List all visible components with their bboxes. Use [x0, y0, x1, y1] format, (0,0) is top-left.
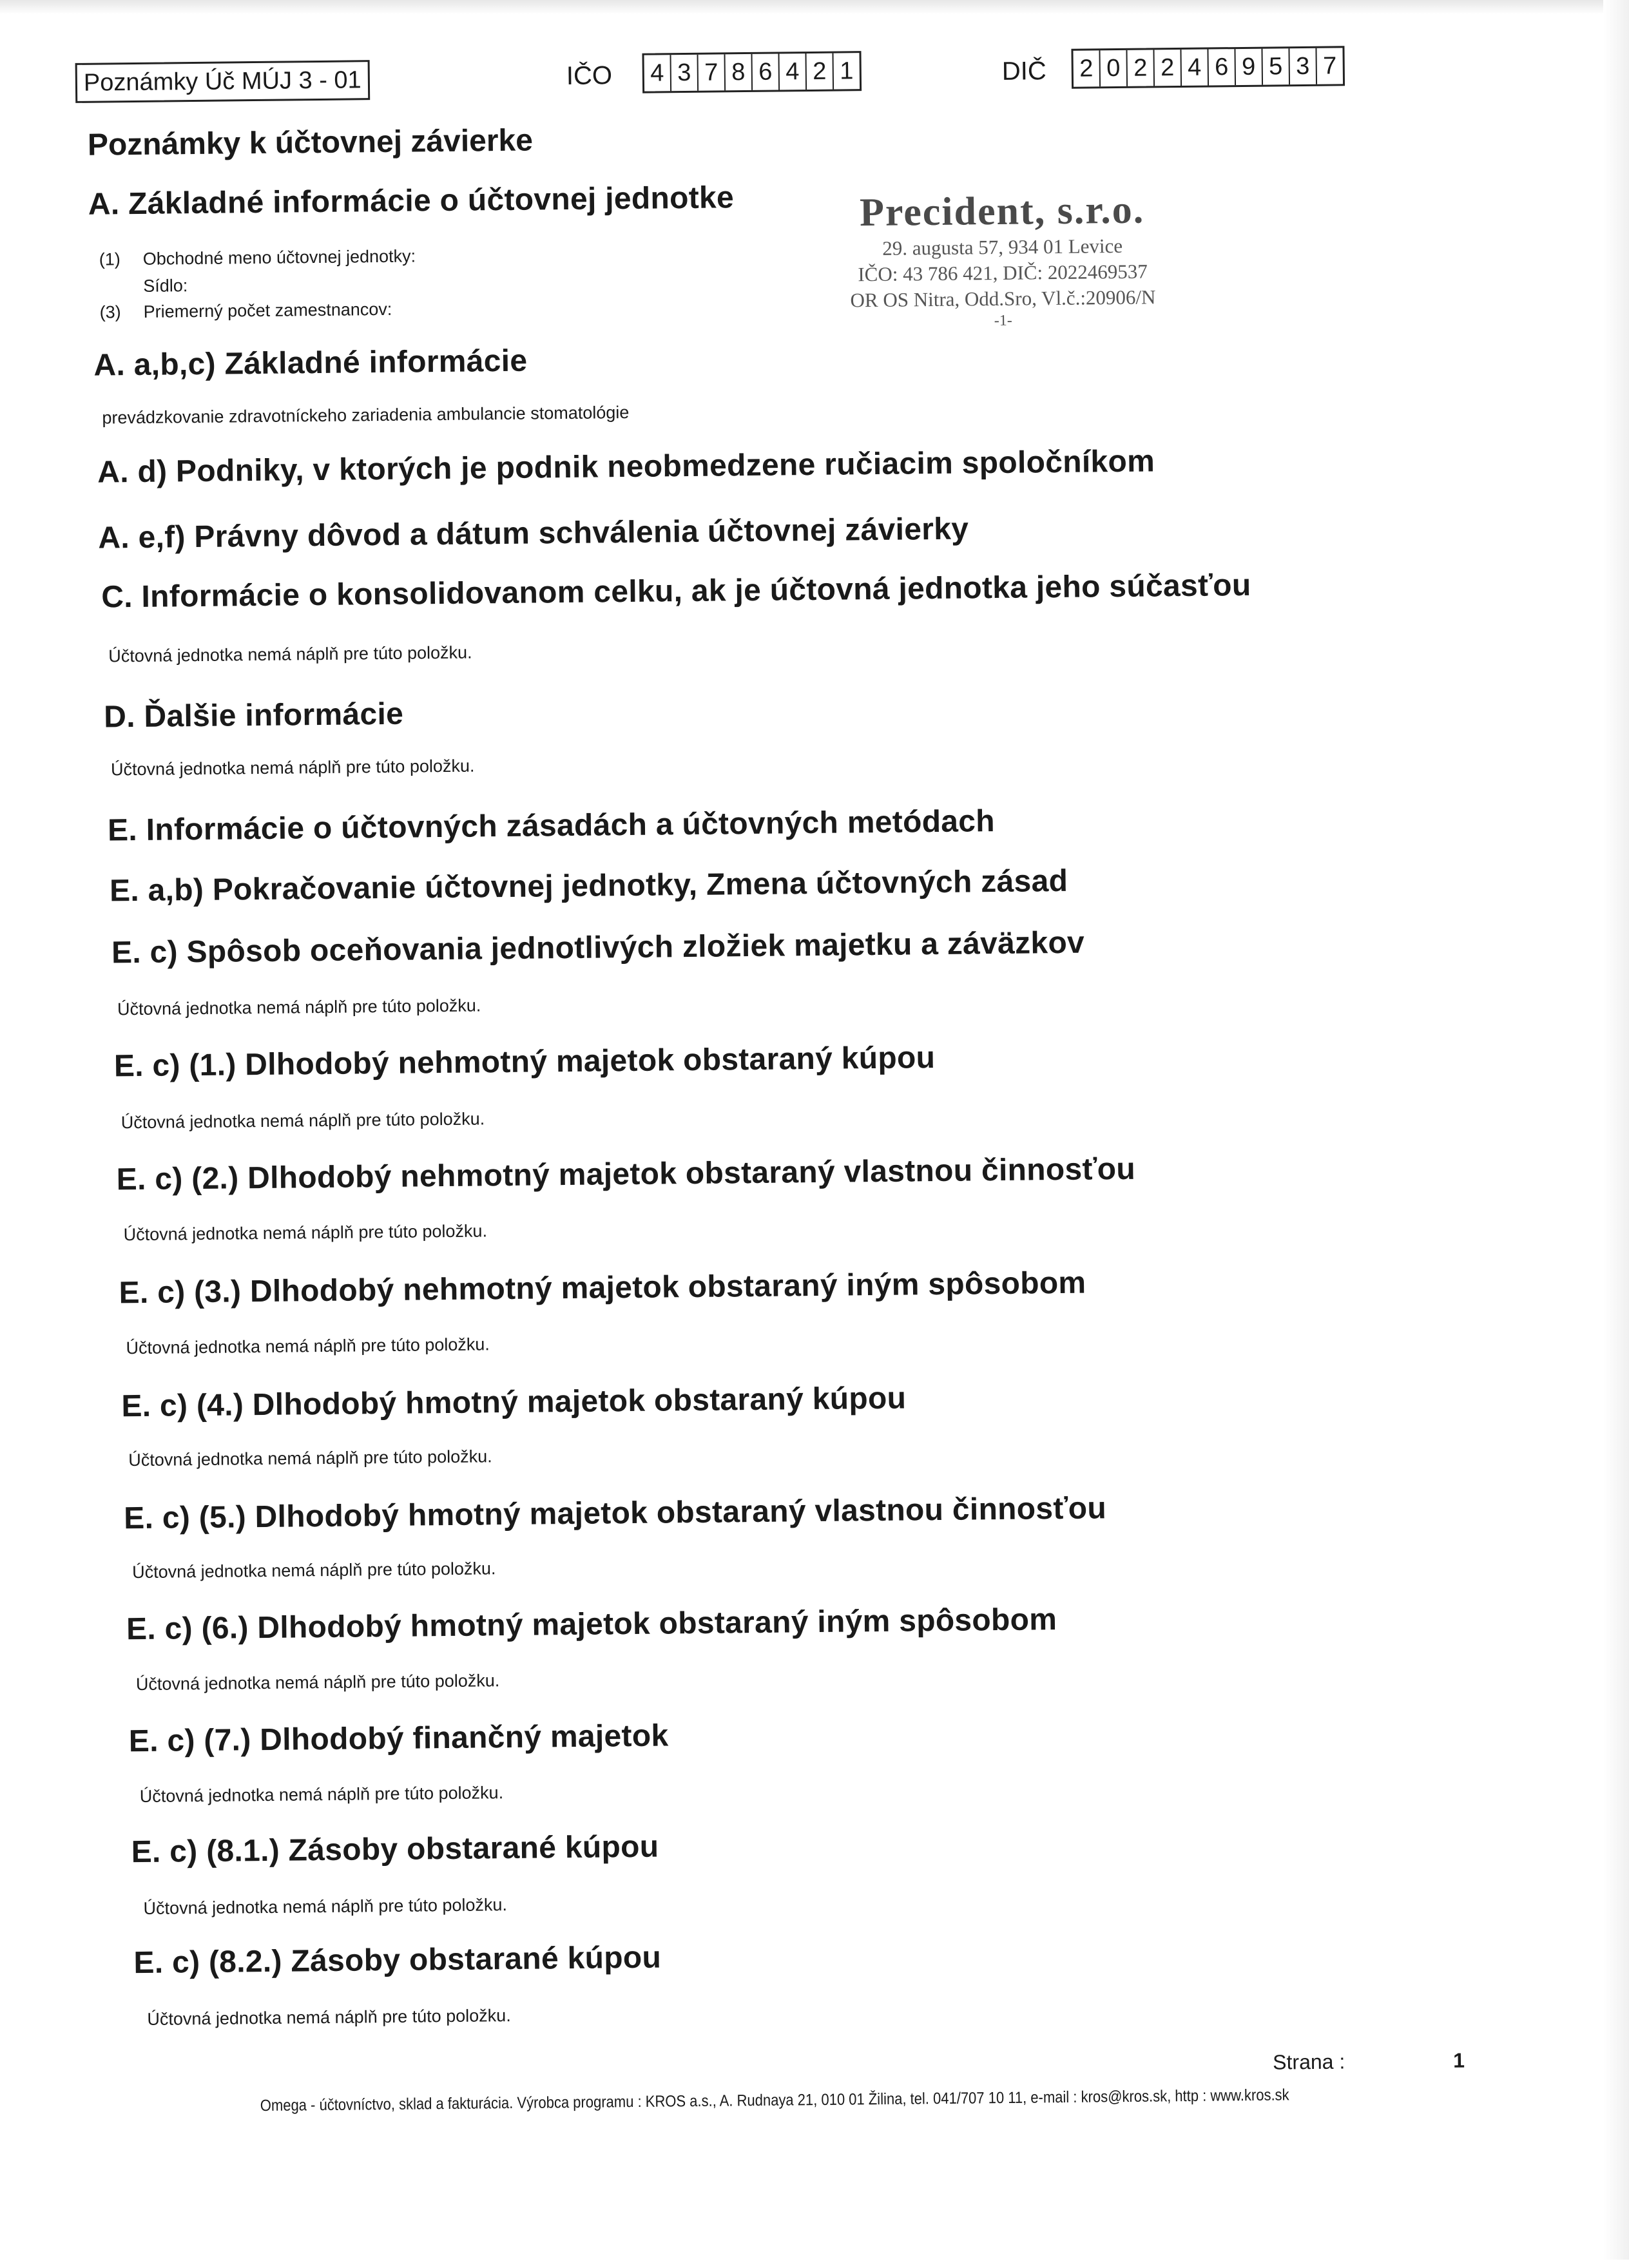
page-title: Poznámky k účtovnej závierke [87, 123, 534, 162]
line1-number: (1) [99, 249, 120, 269]
section-heading: E. c) (5.) Dlhodobý hmotný majetok obstaraný vlastnou činnosťou [123, 1491, 1107, 1536]
section-heading: A. e,f) Právny dôvod a dátum schválenia účtovnej závierky [98, 512, 969, 555]
ico-label: IČO [566, 61, 613, 90]
dic-digit: 2 [1153, 50, 1181, 86]
section-note: Účtovná jednotka nemá náplň pre túto položku. [123, 1221, 488, 1245]
dic-digit: 3 [1288, 48, 1316, 84]
section-note: Účtovná jednotka nemá náplň pre túto položku. [147, 2006, 511, 2029]
line3-label: Priemerný počet zamestnancov: [143, 299, 392, 322]
section-note: Účtovná jednotka nemá náplň pre túto položku. [131, 1559, 496, 1582]
dic-digit: 0 [1099, 50, 1126, 86]
section-heading: C. Informácie o konsolidovanom celku, ak je účtovná jednotka jeho súčasťou [101, 568, 1251, 615]
footer-producer-info: Omega - účtovníctvo, sklad a fakturácia. Výrobca programu : KROS a.s., A. Rudnaya 21, 010 01 Žilina, tel. 041/707 10 11, e-mail : kros@kros.sk, http : www.kros.sk [260, 2086, 1289, 2115]
section-heading: E. c) Spôsob oceňovania jednotlivých zložiek majetku a záväzkov [111, 925, 1085, 970]
section-heading: E. c) (4.) Dlhodobý hmotný majetok obstaraný kúpou [121, 1381, 907, 1424]
section-note: Účtovná jednotka nemá náplň pre túto položku. [135, 1671, 500, 1695]
ico-digit: 3 [670, 55, 698, 91]
ico-digit: 4 [778, 53, 806, 90]
section-note: Účtovná jednotka nemá náplň pre túto položku. [117, 995, 481, 1019]
section-note: Účtovná jednotka nemá náplň pre túto položku. [139, 1783, 504, 1807]
dic-digit-boxes [1071, 46, 1345, 88]
dic-digit: 7 [1315, 48, 1343, 84]
section-heading: A. a,b,c) Základné informácie [93, 343, 528, 383]
section-heading: E. c) (3.) Dlhodobý nehmotný majetok obstaraný iným spôsobom [119, 1265, 1086, 1311]
footer-page-label: Strana : [1272, 2050, 1345, 2074]
form-label-box: Poznámky Úč MÚJ 3 - 01 [75, 60, 370, 103]
section-a-heading: A. Základné informácie o účtovnej jednotke [88, 180, 735, 222]
dic-digit: 5 [1261, 48, 1289, 84]
section-heading: E. Informácie o účtovných zásadách a účtovných metódach [107, 804, 996, 848]
ico-digit: 1 [832, 53, 860, 89]
ico-digit: 7 [697, 54, 725, 90]
dic-digit: 6 [1207, 49, 1235, 85]
dic-digit: 2 [1126, 50, 1153, 86]
ico-digit: 8 [724, 54, 752, 90]
section-heading: E. c) (6.) Dlhodobý hmotný majetok obstaraný iným spôsobom [126, 1602, 1057, 1647]
section-note: Účtovná jednotka nemá náplň pre túto položku. [143, 1895, 508, 1918]
ico-digit: 4 [650, 59, 664, 87]
footer-page-number: 1 [1452, 2048, 1465, 2072]
section-heading: A. d) Podniky, v ktorých je podnik neobmedzene ručiacim spoločníkom [97, 444, 1155, 490]
section-heading: E. c) (8.2.) Zásoby obstarané kúpou [133, 1940, 662, 1981]
ico-digit: 2 [805, 53, 833, 90]
section-heading: E. a,b) Pokračovanie účtovnej jednotky, Zmena účtovných zásad [109, 863, 1068, 908]
ico-digit-boxes [642, 51, 862, 93]
dic-digit: 4 [1180, 50, 1208, 86]
ico-digit: 6 [751, 54, 779, 90]
company-stamp [822, 187, 1184, 332]
section-heading: E. c) (8.1.) Zásoby obstarané kúpou [131, 1829, 659, 1870]
section-heading: E. c) (1.) Dlhodobý nehmotný majetok obstaraný kúpou [113, 1041, 936, 1084]
section-note: Účtovná jednotka nemá náplň pre túto položku. [108, 642, 472, 666]
dic-digit: 9 [1234, 49, 1262, 85]
section-note: prevádzkovanie zdravotníckeho zariadenia ambulancie stomatológie [102, 402, 630, 428]
stamp-address: 29. augusta 57, 934 01 Levice [882, 234, 1123, 260]
section-note: Účtovná jednotka nemá náplň pre túto položku. [110, 756, 475, 780]
line3-number: (3) [99, 302, 121, 322]
section-note: Účtovná jednotka nemá náplň pre túto položku. [120, 1109, 485, 1133]
section-heading: D. Ďalšie informácie [103, 697, 404, 735]
stamp-ids: IČO: 43 786 421, DIČ: 2022469537 [858, 260, 1148, 286]
stamp-registry: OR OS Nitra, Odd.Sro, Vl.č.:20906/N [850, 285, 1156, 312]
section-heading: E. c) (2.) Dlhodobý nehmotný majetok obstaraný vlastnou činnosťou [116, 1151, 1136, 1197]
line2-label: Sídlo: [143, 276, 188, 296]
section-note: Účtovná jednotka nemá náplň pre túto položku. [126, 1334, 490, 1358]
dic-label: DIČ [1001, 57, 1046, 86]
section-note: Účtovná jednotka nemá náplň pre túto položku. [128, 1446, 492, 1470]
stamp-mark: -1- [994, 312, 1012, 330]
dic-digit: 2 [1079, 55, 1094, 82]
section-heading: E. c) (7.) Dlhodobý finančný majetok [128, 1718, 669, 1759]
stamp-company-name: Precident, s.r.o. [859, 187, 1145, 235]
line1-label: Obchodné meno účtovnej jednotky: [142, 246, 416, 269]
